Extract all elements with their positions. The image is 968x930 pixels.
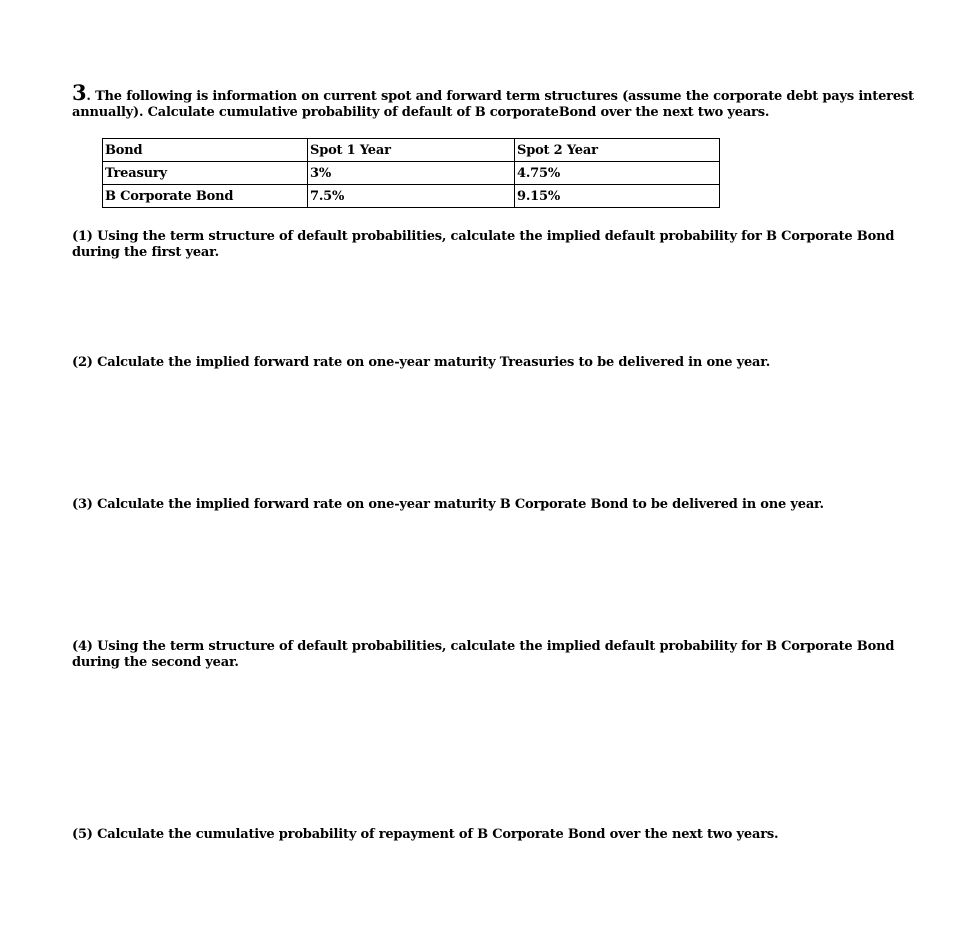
subquestion-3: (3) Calculate the implied forward rate on one-year maturity B Corporate Bond to be delivered in one year. bbox=[72, 497, 824, 512]
question-intro bbox=[72, 80, 932, 121]
table-cell: 4.75% bbox=[515, 162, 720, 185]
table-header-cell: Spot 2 Year bbox=[515, 139, 720, 162]
table-cell: 3% bbox=[308, 162, 515, 185]
table-cell: 7.5% bbox=[308, 185, 515, 208]
table-header-cell: Bond bbox=[103, 139, 308, 162]
table-row bbox=[103, 162, 720, 185]
question-intro-text: . The following is information on current spot and forward term structures (assume the corporate debt pays interest annually). Calculate cumulative probability of default of B corporateBond over the next two years. bbox=[72, 89, 914, 120]
subquestion-2: (2) Calculate the implied forward rate on one-year maturity Treasuries to be delivered in one year. bbox=[72, 355, 771, 370]
subquestion-4: (4) Using the term structure of default probabilities, calculate the implied default probability for B Corporate Bond during the second year. bbox=[72, 639, 895, 670]
table-cell: 9.15% bbox=[515, 185, 720, 208]
subquestion-1: (1) Using the term structure of default probabilities, calculate the implied default probability for B Corporate Bond during the first year. bbox=[72, 229, 895, 260]
table-header-cell: Spot 1 Year bbox=[308, 139, 515, 162]
subquestion-5: (5) Calculate the cumulative probability of repayment of B Corporate Bond over the next two years. bbox=[72, 827, 779, 842]
table-cell: B Corporate Bond bbox=[103, 185, 308, 208]
bond-spot-rate-table bbox=[102, 138, 720, 208]
table-header-row bbox=[103, 139, 720, 162]
table-cell: Treasury bbox=[103, 162, 308, 185]
question-number: 3 bbox=[72, 80, 87, 105]
table-row bbox=[103, 185, 720, 208]
